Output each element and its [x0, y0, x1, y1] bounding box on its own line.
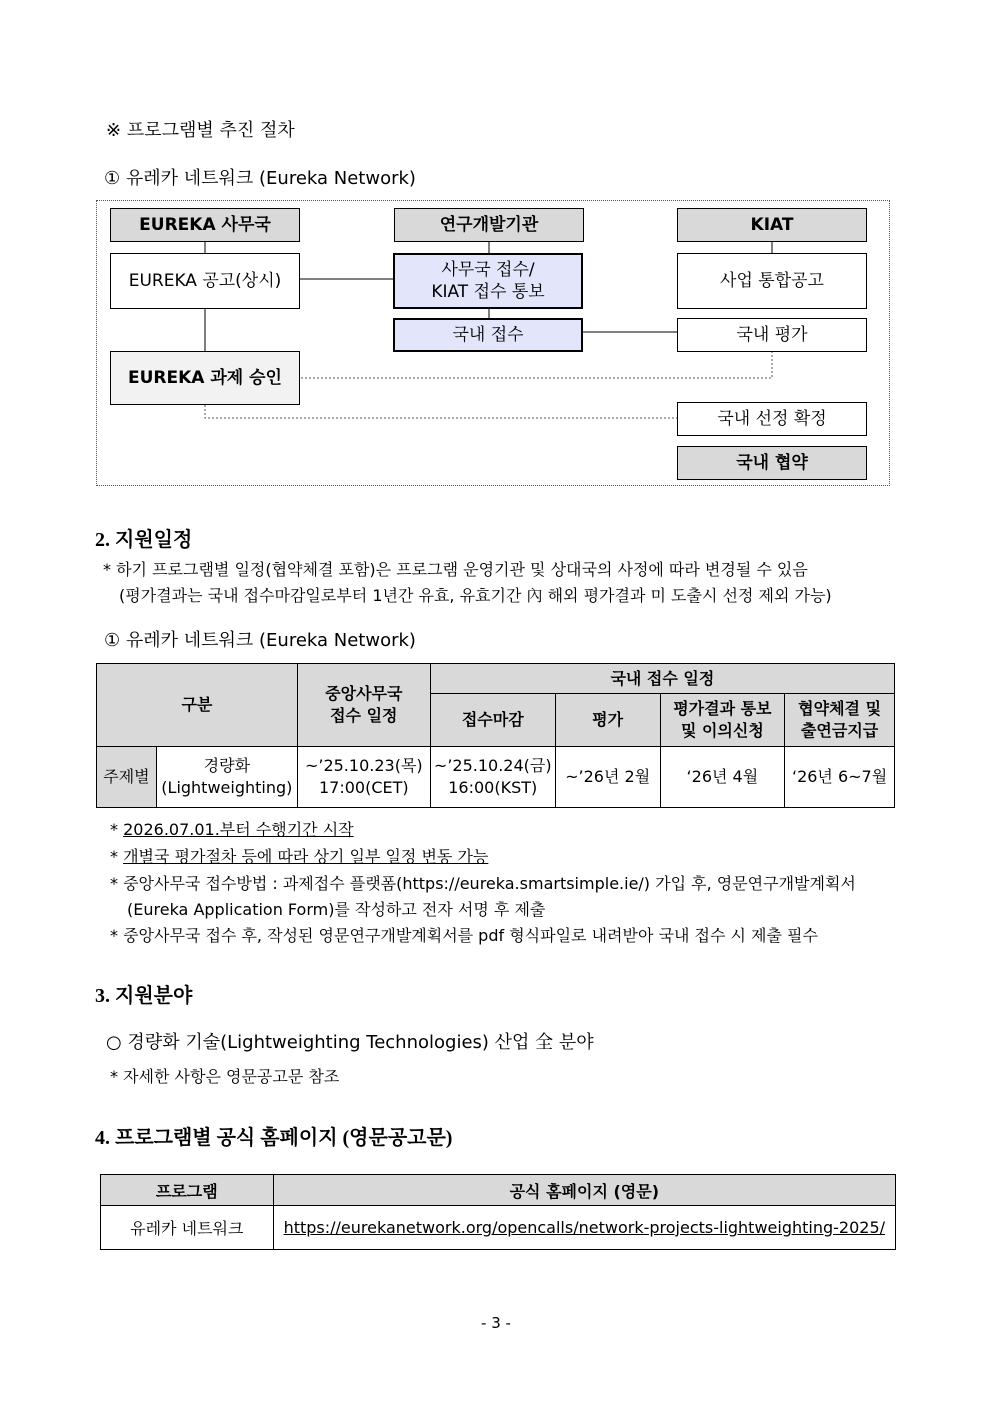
flow-header-eureka: EUREKA 사무국: [110, 208, 300, 242]
th-program: 프로그램: [101, 1175, 274, 1206]
procedure-title: ※ 프로그램별 추진 절차: [106, 120, 295, 141]
cell-eval: ~’26년 2월: [555, 747, 660, 808]
th-deadline: 접수마감: [430, 694, 555, 747]
section3-note: * 자세한 사항은 영문공고문 참조: [110, 1067, 340, 1086]
schedule-table: [96, 663, 895, 808]
th-agreement: [785, 694, 895, 747]
schedule-bullet-4: * 중앙사무국 접수 후, 작성된 영문연구개발계획서를 pdf 형식파일로 내려받아 국내 접수 시 제출 필수: [110, 926, 818, 945]
th-eval: 평가: [555, 694, 660, 747]
flow-eureka-notice: EUREKA 공고(상시): [110, 253, 300, 309]
th-domestic: 국내 접수 일정: [430, 664, 894, 694]
page-number: - 3 -: [481, 1314, 511, 1332]
flow-domestic-agreement: 국내 협약: [677, 446, 867, 480]
cell-central-line1: ~’25.10.23(목): [304, 756, 423, 776]
schedule-bullet-3b: (Eureka Application Form)를 작성하고 전자 서명 후 제출: [127, 900, 546, 919]
procedure-flowchart: [96, 200, 890, 486]
schedule-bullet-3: * 중앙사무국 접수방법 : 과제접수 플랫폼(https://eureka.smartsimple.ie/) 가입 후, 영문연구개발계획서: [110, 874, 856, 893]
schedule-bullet-1-text: 2026.07.01.부터 수행기간 시작: [123, 820, 354, 839]
th-central: [297, 664, 430, 747]
th-result-line1: 평가결과 통보: [673, 699, 772, 719]
homepage-link[interactable]: https://eurekanetwork.org/opencalls/network-projects-lightweighting-2025/: [283, 1218, 886, 1237]
section2-network-title: ① 유레카 네트워크 (Eureka Network): [104, 630, 416, 651]
cell-deadline-line2: 16:00(KST): [448, 778, 538, 797]
th-agree-line2: 출연금지급: [800, 721, 879, 740]
th-central-line1: 중앙사무국: [325, 684, 403, 704]
cell-agree: ‘26년 6~7월: [785, 747, 895, 808]
flow-header-rnd: 연구개발기관: [394, 208, 584, 242]
section2-note1: * 하기 프로그램별 일정(협약체결 포함)은 프로그램 운영기관 및 상대국의 사정에 따라 변경될 수 있음: [103, 560, 808, 579]
section2-title: 2. 지원일정: [95, 529, 193, 551]
cell-url: [273, 1206, 895, 1250]
cell-deadline: [430, 747, 555, 808]
cell-central-line2: 17:00(CET): [318, 778, 409, 797]
section3-item: ○ 경량화 기술(Lightweighting Technologies) 산업 全 분야: [106, 1032, 594, 1053]
cell-result: ‘26년 4월: [660, 747, 785, 808]
flow-receipt-line2: KIAT 접수 통보: [431, 282, 545, 302]
network-title: ① 유레카 네트워크 (Eureka Network): [104, 168, 416, 189]
row-topic-line2: (Lightweighting): [161, 778, 293, 797]
cell-central: [297, 747, 430, 808]
th-result-line2: 및 이의신청: [680, 721, 764, 740]
th-agree-line1: 협약체결 및: [798, 699, 882, 719]
row-label: 주제별: [97, 747, 157, 808]
flow-receipt-line1: 사무국 접수/: [441, 259, 535, 280]
homepage-table: [100, 1174, 896, 1250]
cell-program: 유레카 네트워크: [101, 1206, 274, 1250]
schedule-bullet-2: * 개별국 평가절차 등에 따라 상기 일부 일정 변동 가능: [110, 847, 489, 866]
schedule-bullet-4-text: 중앙사무국 접수 후, 작성된 영문연구개발계획서를 pdf 형식파일로 내려받아 국내 접수 시 제출 필수: [123, 926, 818, 945]
flow-kiat-notice: 사업 통합공고: [677, 253, 867, 309]
flow-domestic-receipt: 국내 접수: [393, 318, 583, 352]
flow-domestic-eval: 국내 평가: [677, 318, 867, 352]
th-result: [660, 694, 785, 747]
section2-note2: (평가결과는 국내 접수마감일로부터 1년간 유효, 유효기간 內 해외 평가결과 미 도출시 선정 제외 가능): [119, 586, 832, 605]
th-central-line2: 접수 일정: [330, 706, 398, 725]
section4-title: 4. 프로그램별 공식 홈페이지 (영문공고문): [95, 1127, 453, 1149]
th-category: 구분: [97, 664, 298, 747]
th-homepage: 공식 홈페이지 (영문): [273, 1175, 895, 1206]
row-topic-line1: 경량화: [203, 756, 251, 776]
flow-receipt: [393, 253, 583, 309]
section3-title: 3. 지원분야: [95, 985, 193, 1007]
cell-deadline-line1: ~’25.10.24(금): [433, 756, 552, 776]
flow-header-kiat: KIAT: [677, 208, 867, 242]
row-topic: [156, 747, 297, 808]
flow-eureka-approval: EUREKA 과제 승인: [110, 351, 300, 405]
schedule-bullet-2-text: 개별국 평가절차 등에 따라 상기 일부 일정 변동 가능: [123, 847, 489, 866]
schedule-bullet-1: * 2026.07.01.부터 수행기간 시작: [110, 820, 354, 839]
flow-domestic-select: 국내 선정 확정: [677, 402, 867, 436]
schedule-bullet-3-text: 중앙사무국 접수방법 : 과제접수 플랫폼(https://eureka.smartsimple.ie/) 가입 후, 영문연구개발계획서: [123, 874, 856, 893]
